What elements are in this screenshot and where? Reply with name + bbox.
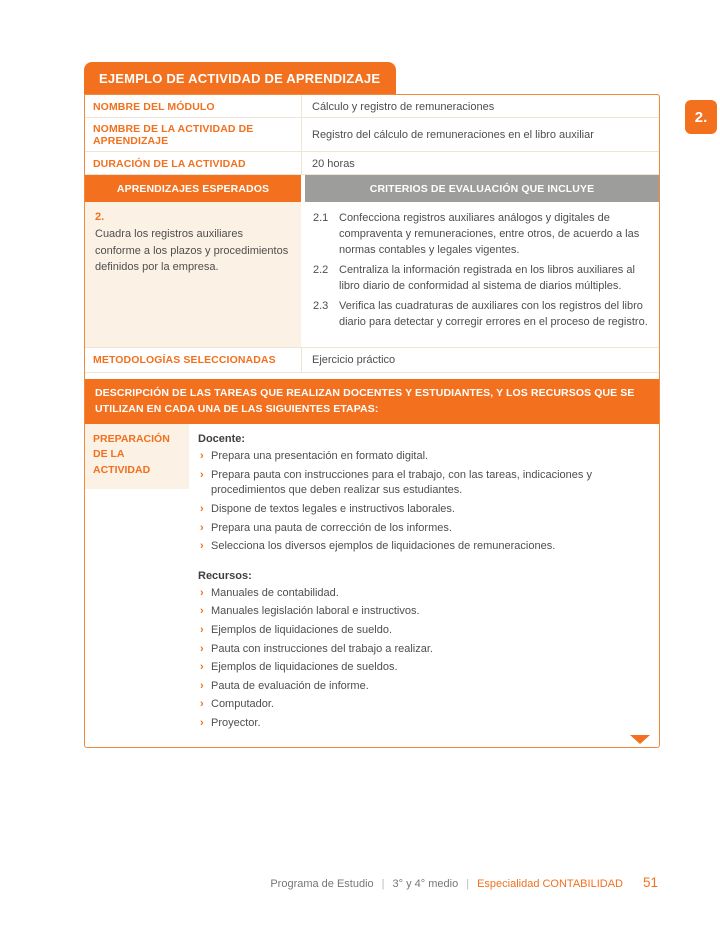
list-item <box>198 660 647 676</box>
evaluation-criteria-header: CRITERIOS DE EVALUACIÓN QUE INCLUYE <box>305 175 659 202</box>
methodology-label: METODOLOGÍAS SELECCIONADAS <box>93 354 276 367</box>
info-row <box>85 152 659 175</box>
expected-learning-cell <box>85 202 301 347</box>
footer-grade: 3° y 4° medio <box>392 878 459 890</box>
page-footer <box>270 875 658 890</box>
bullet-chevron-icon: › <box>200 521 204 534</box>
description-banner: DESCRIPCIÓN DE LAS TAREAS QUE REALIZAN DOCENTES Y ESTUDIANTES, Y LOS RECURSOS QUE SE UTILIZAN EN CADA UNA DE LAS SIGUIENTES ETAPAS: <box>85 379 659 425</box>
list-item <box>198 604 647 620</box>
bullet-chevron-icon: › <box>200 661 204 674</box>
info-row-value: 20 horas <box>301 152 659 174</box>
learning-body <box>85 202 659 348</box>
methodology-value: Ejercicio práctico <box>301 348 659 372</box>
footer-program: Programa de Estudio <box>270 878 374 890</box>
recursos-heading: Recursos: <box>198 569 252 582</box>
list-item-text: Proyector. <box>211 717 261 730</box>
footer-separator: | <box>466 878 470 890</box>
bullet-chevron-icon: › <box>200 468 204 481</box>
list-item-text: Selecciona los diversos ejemplos de liquidaciones de remuneraciones. <box>211 540 556 553</box>
criterion-text: Centraliza la información registrada en los libros auxiliares al libro diario de conformidad al sistema de diarios múltiples. <box>339 263 635 292</box>
bullet-chevron-icon: › <box>200 540 204 553</box>
criterion-item <box>313 263 649 295</box>
info-row-value: Registro del cálculo de remuneraciones en el libro auxiliar <box>301 118 659 151</box>
page-title: EJEMPLO DE ACTIVIDAD DE APRENDIZAJE <box>84 62 396 94</box>
list-item-text: Prepara pauta con instrucciones para el trabajo, con las tareas, indicaciones y procedimientos que deben realizar sus estudiantes. <box>211 468 592 497</box>
info-row-value: Cálculo y registro de remuneraciones <box>301 95 659 117</box>
list-item-text: Manuales legislación laboral e instructivos. <box>211 605 420 618</box>
info-row-label: NOMBRE DE LA ACTIVIDAD DE APRENDIZAJE <box>93 123 254 147</box>
info-rows <box>85 95 659 175</box>
activity-table <box>84 94 660 748</box>
list-item-text: Prepara una pauta de corrección de los informes. <box>211 521 452 534</box>
criterion-item <box>313 299 649 331</box>
activity-document <box>84 62 660 748</box>
docente-heading: Docente: <box>198 433 246 446</box>
page-number: 51 <box>642 875 658 890</box>
list-item <box>198 623 647 639</box>
list-item <box>198 521 647 537</box>
info-row <box>85 118 659 152</box>
docente-list <box>198 449 647 555</box>
list-item <box>198 468 647 499</box>
list-item <box>198 642 647 658</box>
expected-learnings-header: APRENDIZAJES ESPERADOS <box>85 175 301 202</box>
chapter-tab: 2. <box>685 100 717 134</box>
list-item-text: Dispone de textos legales e instructivos laborales. <box>211 502 455 515</box>
list-item-text: Ejemplos de liquidaciones de sueldos. <box>211 661 398 674</box>
learning-text: Cuadra los registros auxiliares conforme a los plazos y procedimientos definidos por la empresa. <box>95 228 289 273</box>
list-item <box>198 539 647 555</box>
list-spacer <box>198 558 647 568</box>
criteria-cell <box>305 202 659 347</box>
list-item <box>198 697 647 713</box>
bullet-chevron-icon: › <box>200 679 204 692</box>
criterion-text: Confecciona registros auxiliares análogos y digitales de compraventa y remuneraciones, entre otros, de acuerdo a las normas contables y legales vigentes. <box>339 212 640 256</box>
info-row-label: NOMBRE DEL MÓDULO <box>93 100 215 113</box>
list-item <box>198 449 647 465</box>
criterion-number: 2.3 <box>313 299 329 312</box>
list-item <box>198 502 647 518</box>
criterion-number: 2.1 <box>313 212 329 224</box>
criterion-text: Verifica las cuadraturas de auxiliares con los registros del libro diario para detectar y corregir errores en el proceso de registro. <box>339 299 648 328</box>
footer-specialty: Especialidad CONTABILIDAD <box>477 878 623 890</box>
list-item <box>198 716 647 732</box>
list-item-text: Prepara una presentación en formato digital. <box>211 450 429 463</box>
methodology-row <box>85 348 659 373</box>
preparation-row <box>85 424 659 747</box>
bullet-chevron-icon: › <box>200 502 204 515</box>
learning-number: 2. <box>95 211 105 223</box>
list-item-text: Pauta de evaluación de informe. <box>211 679 369 692</box>
bullet-chevron-icon: › <box>200 450 204 463</box>
preparation-stage-label: PREPARACIÓN DE LA ACTIVIDAD <box>85 424 189 489</box>
recursos-list <box>198 586 647 732</box>
info-row <box>85 95 659 118</box>
criterion-item <box>313 211 649 259</box>
info-row-label: DURACIÓN DE LA ACTIVIDAD <box>93 157 246 170</box>
bullet-chevron-icon: › <box>200 586 204 599</box>
list-item <box>198 679 647 695</box>
criterion-number: 2.2 <box>313 263 329 276</box>
learning-headers <box>85 175 659 202</box>
bullet-chevron-icon: › <box>200 623 204 636</box>
list-item <box>198 586 647 602</box>
list-item-text: Computador. <box>211 698 274 711</box>
bullet-chevron-icon: › <box>200 605 204 618</box>
footer-separator: | <box>381 878 385 890</box>
continuation-triangle-down-icon <box>630 735 650 744</box>
list-item-text: Pauta con instrucciones del trabajo a realizar. <box>211 642 433 655</box>
list-item-text: Manuales de contabilidad. <box>211 586 339 599</box>
list-item-text: Ejemplos de liquidaciones de sueldo. <box>211 623 393 636</box>
preparation-content <box>189 424 659 747</box>
bullet-chevron-icon: › <box>200 717 204 730</box>
bullet-chevron-icon: › <box>200 642 204 655</box>
bullet-chevron-icon: › <box>200 698 204 711</box>
